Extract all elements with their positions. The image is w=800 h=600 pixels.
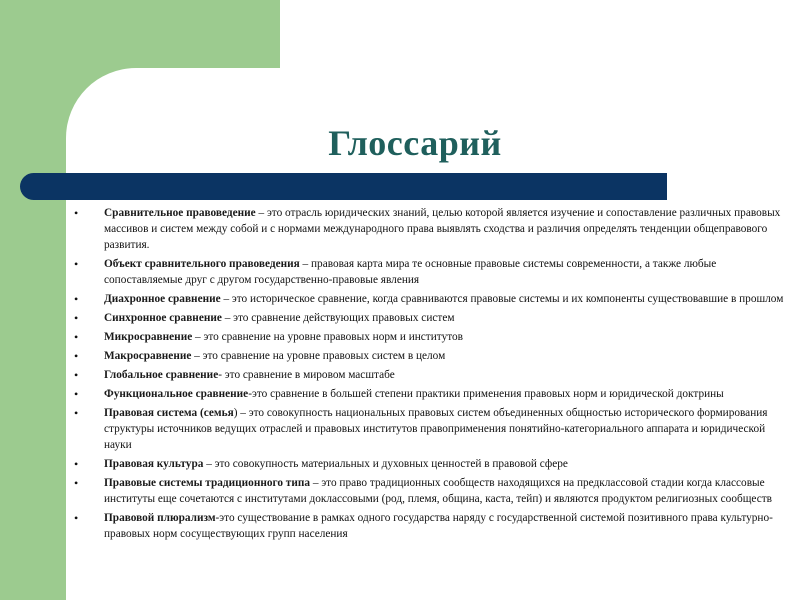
glossary-definition: – это сравнение действующих правовых систем — [221, 312, 455, 324]
bullet-icon: • — [74, 292, 79, 306]
glossary-definition: – это отрасль юридических знаний, целью которой является изучение и сопоставление различных правовых массивов и систем между собой и с нормами международного права выявлять сходства и различия определять тенденции общеправового развития. — [104, 207, 781, 251]
glossary-entry — [74, 456, 790, 472]
bullet-icon: • — [74, 368, 79, 382]
glossary-list — [74, 205, 790, 545]
glossary-definition: – это право традиционных сообществ находящихся на предклассовой стадии когда классовые институты еще сочетаются с институтами доклассовыми (род, племя, община, каста, тейп) и являются продуктом религиозных сообществ — [104, 477, 772, 505]
glossary-term: Правовая система (семья — [104, 407, 234, 419]
bullet-icon: • — [74, 457, 79, 471]
bullet-icon: • — [74, 511, 79, 525]
glossary-entry — [74, 256, 790, 288]
glossary-definition: – это сравнение на уровне правовых систем в целом — [191, 350, 446, 362]
glossary-term: Функциональное сравнение — [104, 388, 249, 400]
glossary-entry — [74, 291, 790, 307]
bullet-icon: • — [74, 257, 79, 271]
title-underline-bar — [20, 173, 667, 200]
bullet-icon: • — [74, 330, 79, 344]
page-title: Глоссарий — [328, 123, 502, 163]
glossary-definition: -это существование в рамках одного государства наряду с государственной системой позитивного права культурно-правовых норм сосуществующих групп населения — [104, 512, 773, 540]
glossary-definition: – это историческое сравнение, когда сравниваются правовые системы и их компоненты существовавшие в прошлом — [220, 293, 784, 305]
glossary-term: Диахронное сравнение — [104, 293, 221, 305]
glossary-entry — [74, 510, 790, 542]
glossary-term: Сравнительное правоведение — [104, 207, 256, 219]
glossary-term: Правовой плюрализм — [104, 512, 216, 524]
glossary-entry — [74, 329, 790, 345]
glossary-definition: – это совокупность материальных и духовных ценностей в правовой сфере — [203, 458, 568, 470]
glossary-entry — [74, 367, 790, 383]
glossary-term: Правовые системы традиционного типа — [104, 477, 311, 489]
glossary-entry — [74, 405, 790, 453]
glossary-entry — [74, 310, 790, 326]
bullet-icon: • — [74, 311, 79, 325]
glossary-entry — [74, 475, 790, 507]
glossary-term: Правовая культура — [104, 458, 204, 470]
glossary-entry — [74, 386, 790, 402]
glossary-term: Глобальное сравнение — [104, 369, 219, 381]
glossary-definition: ) – это совокупность национальных правовых систем объединенных общностью исторического формирования структуры источников ведущих отраслей и правовых институтов правоприменения понятийно-категориального аппарата и юридической науки — [104, 407, 768, 451]
glossary-definition: – это сравнение на уровне правовых норм и институтов — [192, 331, 463, 343]
bullet-icon: • — [74, 206, 79, 220]
bullet-icon: • — [74, 406, 79, 420]
glossary-entry — [74, 348, 790, 364]
glossary-term: Объект сравнительного правоведения — [104, 258, 300, 270]
glossary-term: Микросравнение — [104, 331, 193, 343]
glossary-entry — [74, 205, 790, 253]
glossary-term: Синхронное сравнение — [104, 312, 222, 324]
glossary-definition: – правовая карта мира те основные правовые системы современности, а также любые сопоставляемые друг с другом государственно-правовые явления — [104, 258, 717, 286]
glossary-definition: - это сравнение в мировом масштабе — [218, 369, 395, 381]
bullet-icon: • — [74, 387, 79, 401]
glossary-definition: -это сравнение в большей степени практики применения правовых норм и юридической доктрины — [248, 388, 724, 400]
bullet-icon: • — [74, 476, 79, 490]
glossary-term: Макросравнение — [104, 350, 192, 362]
bullet-icon: • — [74, 349, 79, 363]
